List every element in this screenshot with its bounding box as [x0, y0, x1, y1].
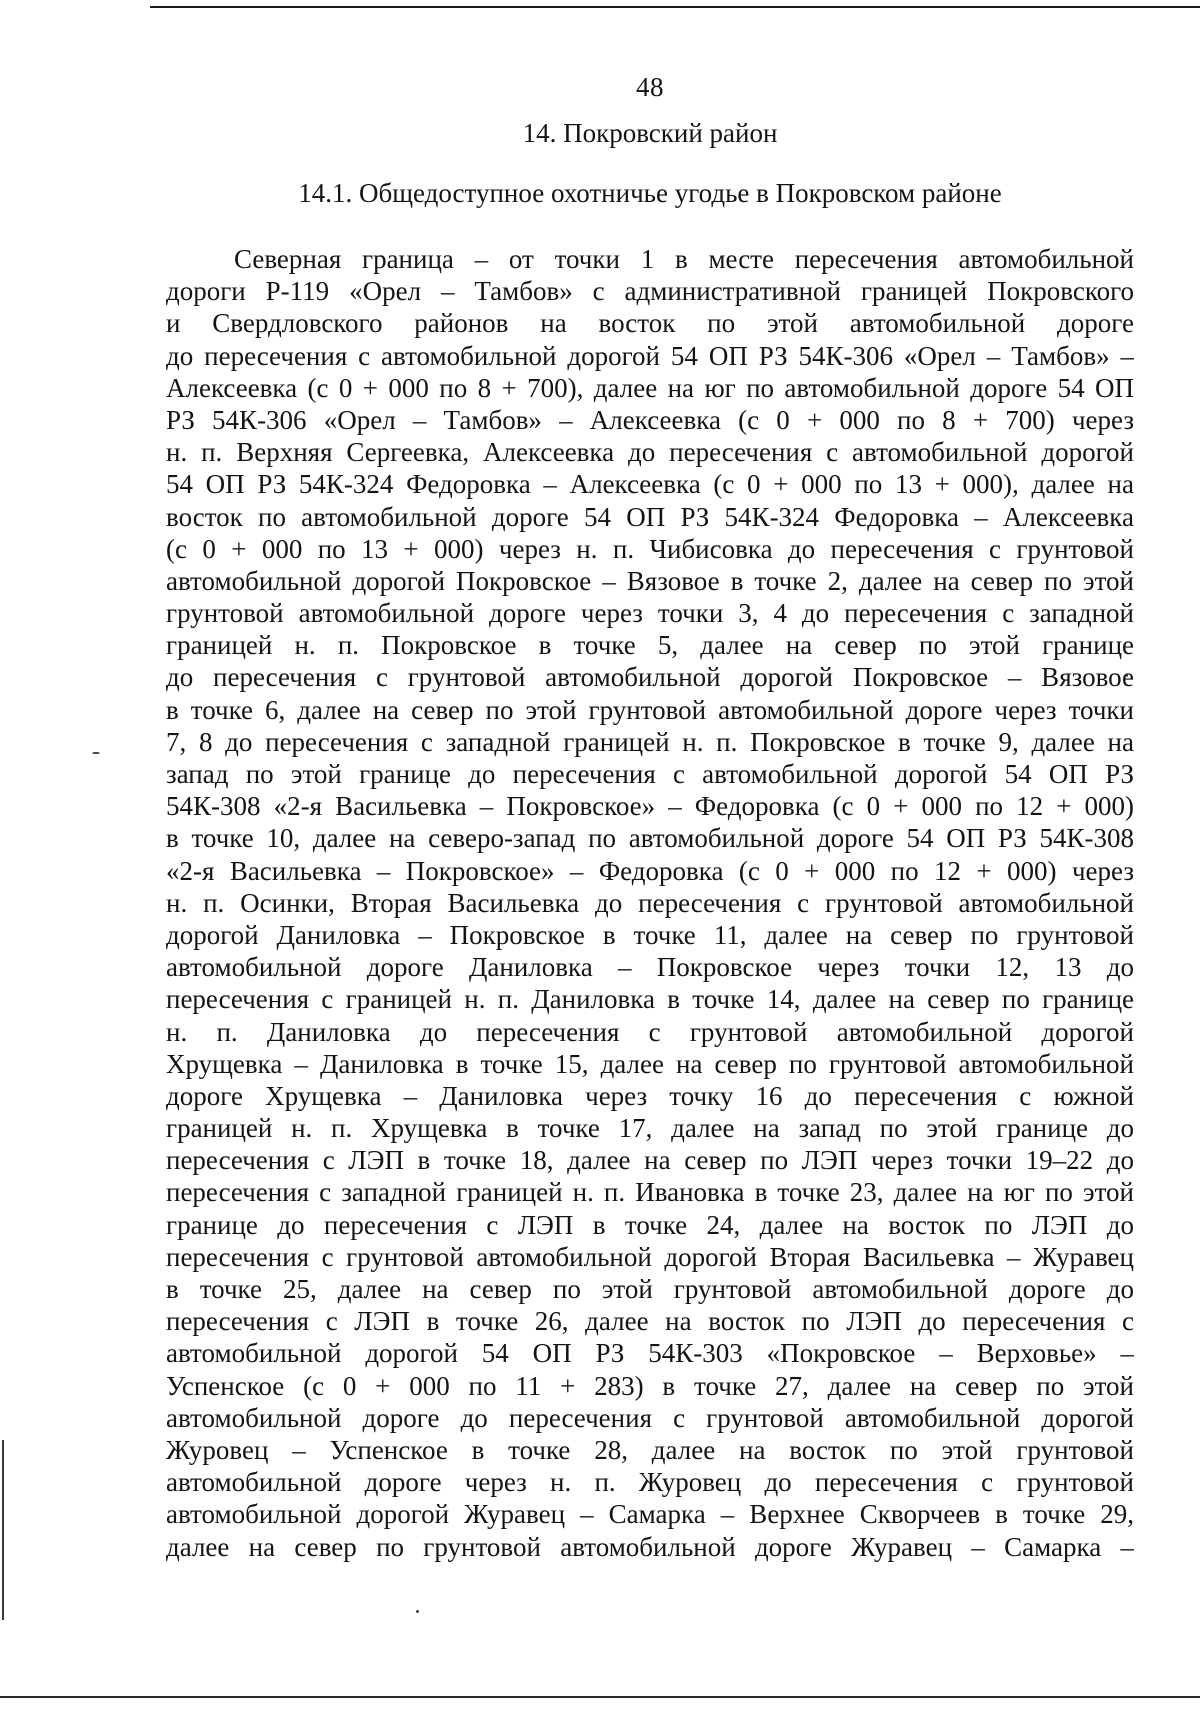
body-line: автомобильной дорогой Покровское – Вязовое в точке 2, далее на север по этой [166, 565, 1134, 596]
body-line: автомобильной дороге через н. п. Журовец до пересечения с грунтовой [166, 1467, 1134, 1498]
body-line: до пересечения с автомобильной дорогой 54 ОП РЗ 54К-306 «Орел – Тамбов» – [166, 340, 1134, 371]
body-line: в точке 25, далее на север по этой грунтовой автомобильной дороге до [166, 1274, 1134, 1304]
body-line: автомобильной дороге Даниловка – Покровское через точки 12, 13 до [166, 952, 1134, 983]
body-line: в точке 10, далее на северо-запад по автомобильной дороге 54 ОП РЗ 54К-308 [166, 823, 1134, 854]
body-line: «2-я Васильевка – Покровское» – Федоровка (с 0 + 000 по 12 + 000) через [166, 855, 1134, 886]
body-line: 54 ОП РЗ 54К-324 Федоровка – Алексеевка (с 0 + 000 по 13 + 000), далее на [166, 469, 1134, 500]
body-line: (с 0 + 000 по 13 + 000) через н. п. Чибисовка до пересечения с грунтовой [166, 533, 1134, 564]
body-line: н. п. Верхняя Сергеевка, Алексеевка до пересечения с автомобильной дорогой [166, 437, 1134, 468]
body-line: Северная граница – от точки 1 в месте пересечения автомобильной [234, 244, 1134, 274]
body-line: до пересечения с грунтовой автомобильной дорогой Покровское – Вязовое [166, 662, 1134, 693]
body-line: дороги Р-119 «Орел – Тамбов» с административной границей Покровского [166, 276, 1134, 307]
body-line: пересечения с грунтовой автомобильной дорогой Вторая Васильевка – Журавец [166, 1241, 1134, 1272]
body-line: 7, 8 до пересечения с западной границей н. п. Покровское в точке 9, далее на [166, 726, 1134, 757]
body-line: грунтовой автомобильной дороге через точки 3, 4 до пересечения с западной [166, 598, 1134, 629]
body-line: пересечения с ЛЭП в точке 26, далее на восток по ЛЭП до пересечения с [166, 1306, 1134, 1337]
body-line: Успенское (с 0 + 000 по 11 + 283) в точке 27, далее на север по этой [166, 1370, 1134, 1401]
body-line: Алексеевка (с 0 + 000 по 8 + 700), далее на юг по автомобильной дороге 54 ОП [166, 372, 1134, 403]
body-line: границей н. п. Покровское в точке 5, далее на север по этой границе [166, 630, 1134, 661]
body-line: автомобильной дорогой Журавец – Самарка – Верхнее Скворчеев в точке 29, [166, 1499, 1134, 1530]
section-heading: 14. Покровский район [522, 118, 778, 148]
body-line: РЗ 54К-306 «Орел – Тамбов» – Алексеевка (с 0 + 000 по 8 + 700) через [166, 404, 1134, 435]
body-line: пересечения с западной границей н. п. Ивановка в точке 23, далее на юг по этой [166, 1177, 1134, 1208]
scan-border-bottom [0, 1696, 1200, 1698]
body-paragraph [166, 243, 1134, 1563]
scan-border-top [150, 6, 1200, 8]
scan-speck [416, 1610, 419, 1613]
page-number: 48 [636, 72, 664, 102]
body-line: далее на север по грунтовой автомобильной дороге Журавец – Самарка – [166, 1531, 1134, 1562]
subsection-heading: 14.1. Общедоступное охотничье угодье в Покровском районе [298, 178, 1002, 208]
body-line: границе до пересечения с ЛЭП в точке 24, далее на восток по ЛЭП до [166, 1209, 1134, 1240]
body-line: запад по этой границе до пересечения с автомобильной дорогой 54 ОП РЗ [166, 759, 1134, 789]
body-line: пересечения с границей н. п. Даниловка в точке 14, далее на север по границе [166, 984, 1134, 1015]
body-line: в точке 6, далее на север по этой грунтовой автомобильной дороге через точки [166, 694, 1134, 725]
scan-edge-left [2, 1440, 4, 1620]
body-line: 54К-308 «2-я Васильевка – Покровское» – Федоровка (с 0 + 000 по 12 + 000) [166, 791, 1134, 822]
scan-speck [92, 752, 100, 754]
body-line: Журовец – Успенское в точке 28, далее на восток по этой грунтовой [166, 1434, 1134, 1465]
body-line: дорогой Даниловка – Покровское в точке 11, далее на север по грунтовой [166, 919, 1134, 950]
body-line: и Свердловского районов на восток по этой автомобильной дороге [166, 308, 1134, 339]
body-line: границей н. п. Хрущевка в точке 17, далее на запад по этой границе до [166, 1113, 1134, 1144]
body-line: дороге Хрущевка – Даниловка через точку 16 до пересечения с южной [166, 1080, 1134, 1111]
body-line: автомобильной дорогой 54 ОП РЗ 54К-303 «Покровское – Верховье» – [166, 1338, 1134, 1369]
body-line: пересечения с ЛЭП в точке 18, далее на север по ЛЭП через точки 19–22 до [166, 1145, 1134, 1176]
body-line: автомобильной дороге до пересечения с грунтовой автомобильной дорогой [166, 1402, 1134, 1433]
body-line: восток по автомобильной дороге 54 ОП РЗ 54К-324 Федоровка – Алексеевка [166, 501, 1134, 532]
body-line: н. п. Осинки, Вторая Васильевка до пересечения с грунтовой автомобильной [166, 887, 1134, 918]
body-line: Хрущевка – Даниловка в точке 15, далее на север по грунтовой автомобильной [166, 1048, 1134, 1079]
body-line: н. п. Даниловка до пересечения с грунтовой автомобильной дорогой [166, 1016, 1134, 1047]
